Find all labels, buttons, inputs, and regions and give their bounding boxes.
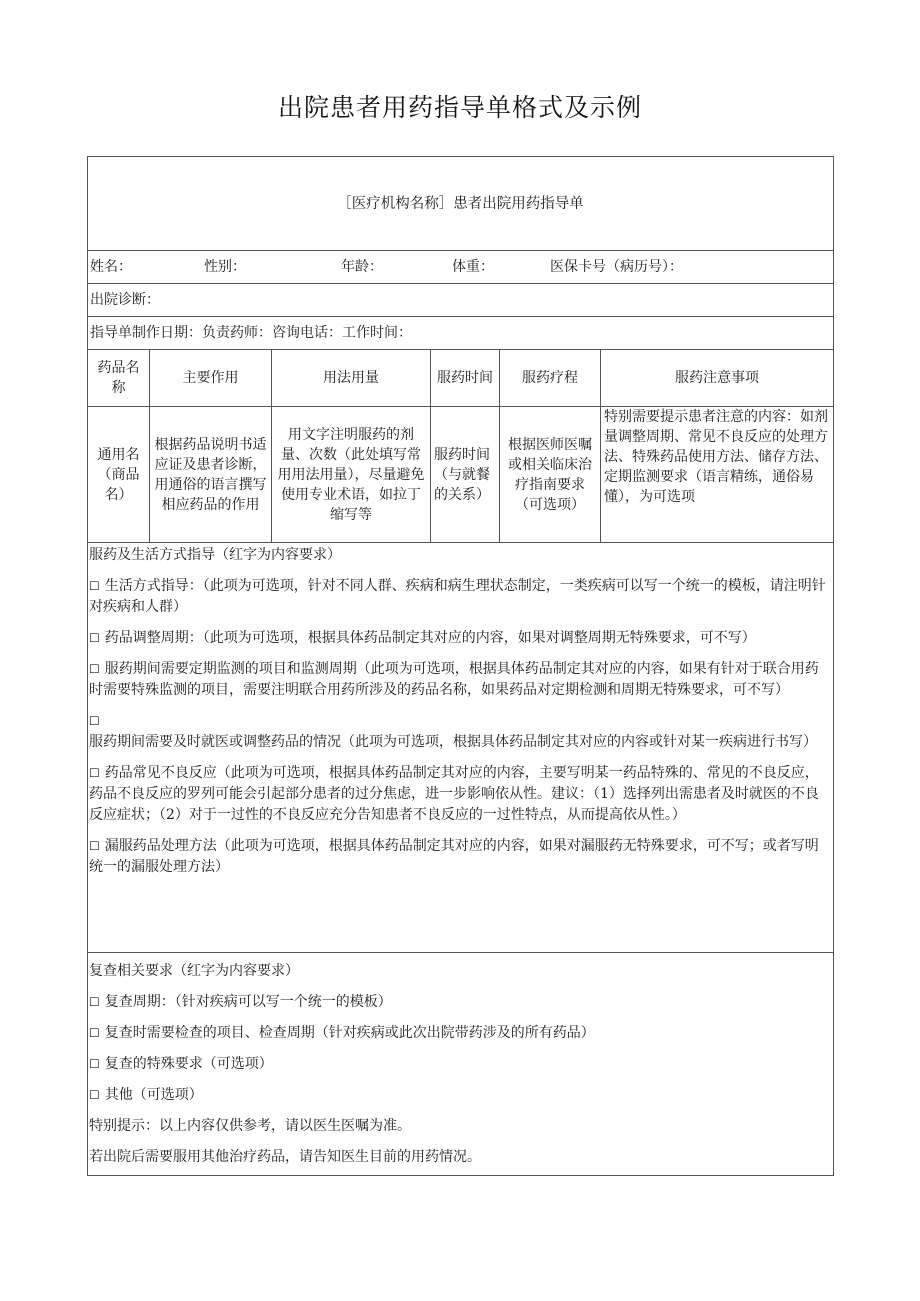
lifestyle-section (88, 543, 834, 953)
age-field[interactable]: 年龄： (341, 259, 383, 275)
checkbox-icon[interactable]: ☐ (89, 1026, 100, 1040)
patient-info-row (88, 251, 834, 284)
cell-timing[interactable]: 服药时间（与就餐的关系） (431, 407, 500, 543)
weight-field[interactable]: 体重： (452, 259, 494, 275)
discharge-medication-form (87, 156, 834, 1176)
followup-item: ☐ 其他（可选项） (89, 1087, 203, 1103)
form-header: ［医疗机构名称］患者出院用药指导单 (88, 157, 834, 251)
page-title: 出院患者用药指导单格式及示例 (277, 93, 642, 122)
cell-drug-name[interactable]: 通用名（商品名） (88, 407, 150, 543)
followup-heading: 复查相关要求（红字为内容要求） (89, 963, 299, 979)
sex-field[interactable]: 性别： (204, 259, 246, 275)
followup-item: ☐ 复查时需要检查的项目、检查周期（针对疾病或此次出院带药涉及的所有药品） (89, 1025, 595, 1041)
cell-course[interactable]: 根据医师医嘱或相关临床治疗指南要求（可选项） (500, 407, 601, 543)
insurance-field[interactable]: 医保卡号（病历号）： (550, 259, 683, 275)
col-header-dosage: 用法用量 (272, 350, 431, 407)
name-field[interactable]: 姓名： (90, 259, 132, 275)
meta-line[interactable]: 指导单制作日期：负责药师：咨询电话：工作时间： (88, 317, 834, 350)
checkbox-icon[interactable]: ☐ (89, 714, 100, 728)
col-header-drug-name: 药品名称 (88, 350, 150, 407)
lifestyle-item: ☐ 漏服药品处理方法（此项为可选项，根据具体药品制定其对应的内容，如果对漏服药无特殊要求，可不写；或者写明统一的漏服处理方法） (89, 838, 819, 875)
followup-section (88, 953, 834, 1176)
lifestyle-heading: 服药及生活方式指导（红字为内容要求） (89, 547, 341, 563)
checkbox-icon[interactable]: ☐ (89, 995, 100, 1009)
cell-dosage[interactable]: 用文字注明服药的剂量、次数（此处填写常用用法用量），尽量避免使用专业术语，如拉丁缩写等 (272, 407, 431, 543)
special-note: 特别提示：以上内容仅供参考，请以医生医嘱为准。 (89, 1118, 411, 1134)
checkbox-icon[interactable]: ☐ (89, 631, 100, 645)
checkbox-icon[interactable]: ☐ (89, 839, 100, 853)
followup-item: ☐ 复查的特殊要求（可选项） (89, 1056, 273, 1072)
checkbox-icon[interactable]: ☐ (89, 1057, 100, 1071)
cell-notes[interactable]: 特别需要提示患者注意的内容：如剂量调整周期、常见不良反应的处理方法、特殊药品使用方法、储存方法、定期监测要求（语言精练，通俗易懂），为可选项 (601, 407, 834, 543)
cell-main-effect[interactable]: 根据药品说明书适应证及患者诊断，用通俗的语言撰写相应药品的作用 (150, 407, 272, 543)
col-header-main-effect: 主要作用 (150, 350, 272, 407)
checkbox-icon[interactable]: ☐ (89, 579, 100, 593)
checkbox-icon[interactable]: ☐ (89, 766, 100, 780)
lifestyle-item: ☐ 生活方式指导：（此项为可选项，针对不同人群、疾病和病生理状态制定，一类疾病可以写一个统一的模板，请注明针对疾病和人群） (89, 578, 826, 615)
col-header-notes: 服药注意事项 (601, 350, 834, 407)
lifestyle-item: ☐ 服药期间需要定期监测的项目和监测周期（此项为可选项，根据具体药品制定其对应的内容，如果有针对于联合用药时需要特殊监测的项目，需要注明联合用药所涉及的药品名称，如果药品对定期检测和周期无特殊要求，可不写） (89, 661, 819, 698)
checkbox-icon[interactable]: ☐ (89, 662, 100, 676)
col-header-timing: 服药时间 (431, 350, 500, 407)
diagnosis-field[interactable]: 出院诊断： (88, 284, 834, 317)
col-header-course: 服药疗程 (500, 350, 601, 407)
other-medication-note: 若出院后需要服用其他治疗药品，请告知医生目前的用药情况。 (89, 1149, 481, 1165)
lifestyle-item: ☐ 药品调整周期：（此项为可选项，根据具体药品制定其对应的内容，如果对调整周期无特殊要求，可不写） (89, 630, 756, 646)
table-row (88, 407, 834, 543)
checkbox-icon[interactable]: ☐ (89, 1088, 100, 1102)
followup-item: ☐ 复查周期：（针对疾病可以写一个统一的模板） (89, 994, 392, 1010)
lifestyle-item: ☐ 药品常见不良反应（此项为可选项，根据具体药品制定其对应的内容，主要写明某一药品特殊的、常见的不良反应，药品不良反应的罗列可能会引起部分患者的过分焦虑，进一步影响依从性。建议：（1）选择列出需患者及时就医的不良反应症状；（2）对于一过性的不良反应充分告知患者不良反应的一过性特点，从而提高依从性。） (89, 765, 819, 823)
table-header-row (88, 350, 834, 407)
lifestyle-item: ☐服药期间需要及时就医或调整药品的情况（此项为可选项，根据具体药品制定其对应的内容或针对某一疾病进行书写） (89, 714, 817, 750)
